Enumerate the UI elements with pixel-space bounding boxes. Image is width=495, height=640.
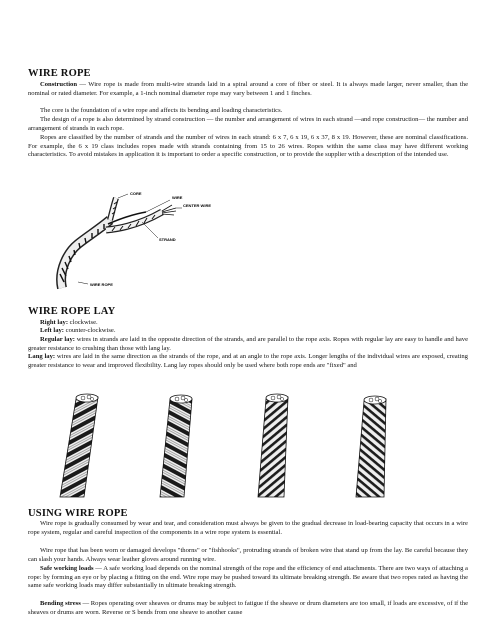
text-right-lay: clockwise. [68,319,98,326]
paragraph-thorns: Wire rope that has been worn or damaged develops "thorns" or "fishhooks", protruding strands of broken wire that stand up from the lay. Be careful because they can slash your hands. Always wear leather gloves around running wire. [28,547,468,563]
paragraph-wear-and-tear: Wire rope is gradually consumed by wear and tear, and consideration must always be given to the gradual decrease in load-bearing capacity that occurs in a wire rope system, regular and careful inspection of the components in a wire rope system is essential. [28,520,468,536]
paragraph-bending-stress [28,600,468,617]
label-core: CORE [130,191,142,196]
rope-lay-sample-2 [160,395,192,497]
rope-lay-sample-1 [60,394,98,497]
text-safe-working-loads: — A safe working load depends on the nominal strength of the rope and the efficiency of end attachments. There are two ways of attaching a rope: by forming an eye or by placing a fitting on the end. Wire rope may be pushed toward its ultimate breaking strength. Be aware that two ropes rated as having the same safe working loads may differ substantially in ultimate breaking strength. [28,565,468,590]
paragraph-lang-lay [28,353,468,370]
label-construction: Construction [40,81,77,88]
label-wire: WIRE [172,195,183,200]
text-bending-stress: — Ropes operating over sheaves or drums may be subject to fatigue if the sheave or drum diameters are too small, if loads are excessive, of if the sheaves or drums are worn. Reverse or S bends from one sheave to another cause [28,600,468,616]
wire-rope-anatomy-figure [48,190,218,292]
rope-lay-sample-3 [258,394,288,497]
paragraph-safe-working-loads [28,565,468,591]
label-center-wire: CENTER WIRE [183,203,211,208]
label-bending-stress: Bending stress [40,600,81,607]
label-safe-working-loads: Safe working loads [40,565,94,572]
label-lang-lay: Lang lay: [28,353,56,360]
paragraph-classification: Ropes are classified by the number of strands and the number of wires in each strand: 6 x 7, 6 x 19, 6 x 37, 8 x 19. However, these are nominal classifications. For example, the 6 x 19 class includes ropes made with strands containing from 15 to 26 wires. Ropes within the same class may have different working characteristics. To avoid mistakes in application it is important to order a specific construction, or to provide the supplier with a description of the intended use. [28,134,468,159]
rope-lay-illustration [52,393,452,501]
label-regular-lay: Regular lay: [40,336,75,343]
paragraph-construction [28,81,468,98]
heading-using-wire-rope: USING WIRE ROPE [28,508,128,519]
label-right-lay: Right lay: [40,319,69,326]
paragraph-core: The core is the foundation of a wire rope and affects its bending and loading characteristics. [40,107,283,114]
paragraph-design: The design of a rope is also determined by strand construction — the number and arrangement of wires in each strand —and rope construction— the number and arrangement of strands in each rope. [28,116,468,132]
rope-lay-types-figure [52,393,452,501]
heading-wire-rope-lay: WIRE ROPE LAY [28,306,116,317]
label-left-lay: Left lay: [40,327,64,334]
wire-rope-anatomy-illustration [48,190,218,292]
paragraph-regular-lay [28,336,468,353]
label-wire-rope: WIRE ROPE [90,282,113,287]
heading-wire-rope: WIRE ROPE [28,68,91,79]
label-strand: STRAND [159,237,176,242]
text-construction: — Wire rope is made from multi-wire strands laid in a spiral around a core of fiber or steel. It is always made larger, never smaller, than the nominal or rated diameter. For example, a 1-inch nominal diameter rope may vary between 1 and 1 finches. [28,81,468,97]
rope-lay-sample-4 [356,396,386,497]
text-lang-lay: wires are laid in the same direction as the strands of the rope, and at an angle to the rope axis. Longer lengths of the individual wires are exposed, creating greater resistance to wear and improved flexibility. Lang lay ropes should only be used where both rope ends are "fixed" and [28,353,468,369]
text-left-lay: counter-clockwise. [64,327,116,334]
paragraph-left-lay [28,327,468,336]
text-regular-lay: wires in strands are laid in the opposite direction of the strands, and are parallel to the rope axis. Ropes with regular lay are easy to handle and have greater resistance to crushing than those with lang lay. [28,336,468,352]
